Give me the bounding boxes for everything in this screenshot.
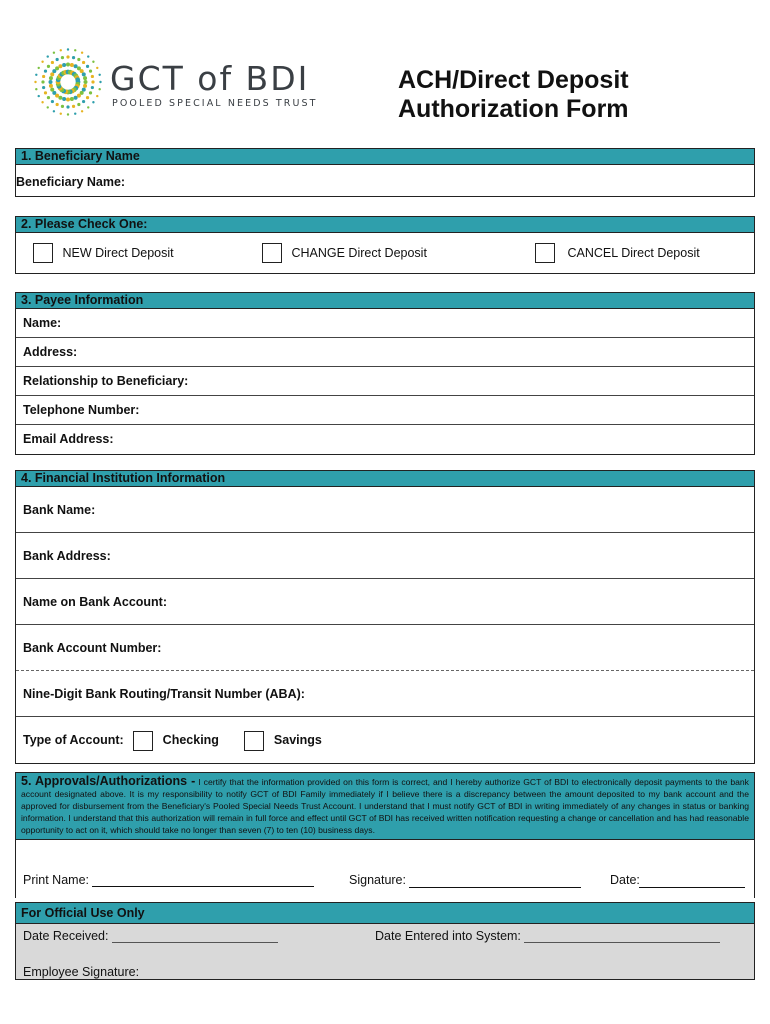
beneficiary-name-field[interactable] bbox=[16, 165, 754, 197]
print-name-line[interactable] bbox=[92, 874, 314, 887]
section-authorization bbox=[15, 772, 755, 898]
document-title bbox=[398, 66, 629, 124]
new-deposit-checkbox[interactable] bbox=[33, 243, 53, 263]
section-payee bbox=[15, 292, 755, 455]
date-entered-line[interactable] bbox=[524, 931, 720, 943]
payee-email-label: Email Address: bbox=[23, 432, 114, 446]
payee-email-field[interactable] bbox=[16, 425, 754, 454]
logo bbox=[28, 42, 318, 122]
date-label: Date: bbox=[610, 873, 640, 887]
section-3-header: 3. Payee Information bbox=[16, 293, 754, 309]
payee-relationship-field[interactable] bbox=[16, 367, 754, 396]
account-type-label: Type of Account: bbox=[23, 733, 124, 747]
section-beneficiary bbox=[15, 148, 755, 197]
authorization-statement bbox=[16, 773, 754, 840]
routing-number-field[interactable] bbox=[16, 671, 754, 717]
logo-tagline: POOLED SPECIAL NEEDS TRUST bbox=[112, 98, 318, 109]
change-deposit-option[interactable] bbox=[262, 243, 427, 263]
date-received-line[interactable] bbox=[112, 931, 278, 943]
change-deposit-checkbox[interactable] bbox=[262, 243, 282, 263]
official-use-header: For Official Use Only bbox=[16, 903, 754, 924]
bank-name-label: Bank Name: bbox=[23, 503, 96, 517]
new-deposit-option[interactable] bbox=[33, 243, 174, 263]
section-2-header: 2. Please Check One: bbox=[16, 217, 754, 233]
title-line-2: Authorization Form bbox=[398, 95, 629, 123]
account-number-field[interactable] bbox=[16, 625, 754, 671]
savings-checkbox[interactable] bbox=[244, 731, 264, 751]
section-4-header: 4. Financial Institution Information bbox=[16, 471, 754, 487]
payee-address-field[interactable] bbox=[16, 338, 754, 367]
section-1-header: 1. Beneficiary Name bbox=[16, 149, 754, 165]
account-type-row bbox=[16, 717, 754, 763]
logo-burst-icon bbox=[28, 42, 108, 122]
signature-line[interactable] bbox=[409, 875, 581, 888]
cancel-deposit-label: CANCEL Direct Deposit bbox=[567, 246, 700, 260]
new-deposit-label: NEW Direct Deposit bbox=[62, 246, 174, 260]
payee-address-label: Address: bbox=[23, 345, 78, 359]
employee-signature-row bbox=[23, 965, 139, 979]
title-line-1: ACH/Direct Deposit bbox=[398, 66, 629, 94]
date-entered-row bbox=[375, 929, 720, 943]
name-on-account-field[interactable] bbox=[16, 579, 754, 625]
signature-row bbox=[23, 873, 749, 887]
section-check-one bbox=[15, 216, 755, 274]
bank-address-label: Bank Address: bbox=[23, 549, 111, 563]
account-number-label: Bank Account Number: bbox=[23, 641, 162, 655]
bank-name-field[interactable] bbox=[16, 487, 754, 533]
authorization-text: I certify that the information provided on this form is correct, and I hereby authorize GCT of BDI to electronically deposit payments to the bank account designated above. It is my responsibility to notify GCT of BDI Family immediately if I believe there is a discrepancy between the amount deposited to my bank account and the approved for disbursement from the Beneficiary's Pooled Special Needs Trust Account. I understand that I must notify GCT of BDI in writing immediately of any changes in status or banking information. I understand that this authorization will remain in full force and effect until GCT of BDI has received written notification requesting a change or cancellation and has had reasonable opportunity to act on it, which should take no longer than seven (7) to ten (10) business days. bbox=[21, 777, 749, 835]
section-financial-institution bbox=[15, 470, 755, 764]
employee-signature-label: Employee Signature: bbox=[23, 965, 140, 979]
payee-telephone-field[interactable] bbox=[16, 396, 754, 425]
payee-name-label: Name: bbox=[23, 316, 62, 330]
savings-label: Savings bbox=[273, 733, 322, 747]
date-entered-label: Date Entered into System: bbox=[375, 929, 521, 943]
section-official-use bbox=[15, 902, 755, 980]
payee-telephone-label: Telephone Number: bbox=[23, 403, 140, 417]
checking-label: Checking bbox=[162, 733, 219, 747]
name-on-account-label: Name on Bank Account: bbox=[23, 595, 168, 609]
payee-name-field[interactable] bbox=[16, 309, 754, 338]
checking-checkbox[interactable] bbox=[133, 731, 153, 751]
routing-number-label: Nine-Digit Bank Routing/Transit Number (ABA): bbox=[23, 687, 305, 701]
payee-relationship-label: Relationship to Beneficiary: bbox=[23, 374, 189, 388]
bank-address-field[interactable] bbox=[16, 533, 754, 579]
signature-label: Signature: bbox=[349, 873, 406, 887]
date-line[interactable] bbox=[639, 875, 745, 888]
print-name-label: Print Name: bbox=[23, 873, 89, 887]
date-received-row bbox=[23, 929, 278, 943]
change-deposit-label: CHANGE Direct Deposit bbox=[291, 246, 427, 260]
beneficiary-name-label: Beneficiary Name: bbox=[16, 175, 126, 189]
cancel-deposit-checkbox[interactable] bbox=[535, 243, 555, 263]
cancel-deposit-option[interactable] bbox=[535, 243, 700, 263]
section-5-header: 5. Approvals/Authorizations - bbox=[21, 774, 196, 788]
date-received-label: Date Received: bbox=[23, 929, 109, 943]
logo-name: GCT of BDI bbox=[110, 59, 310, 98]
